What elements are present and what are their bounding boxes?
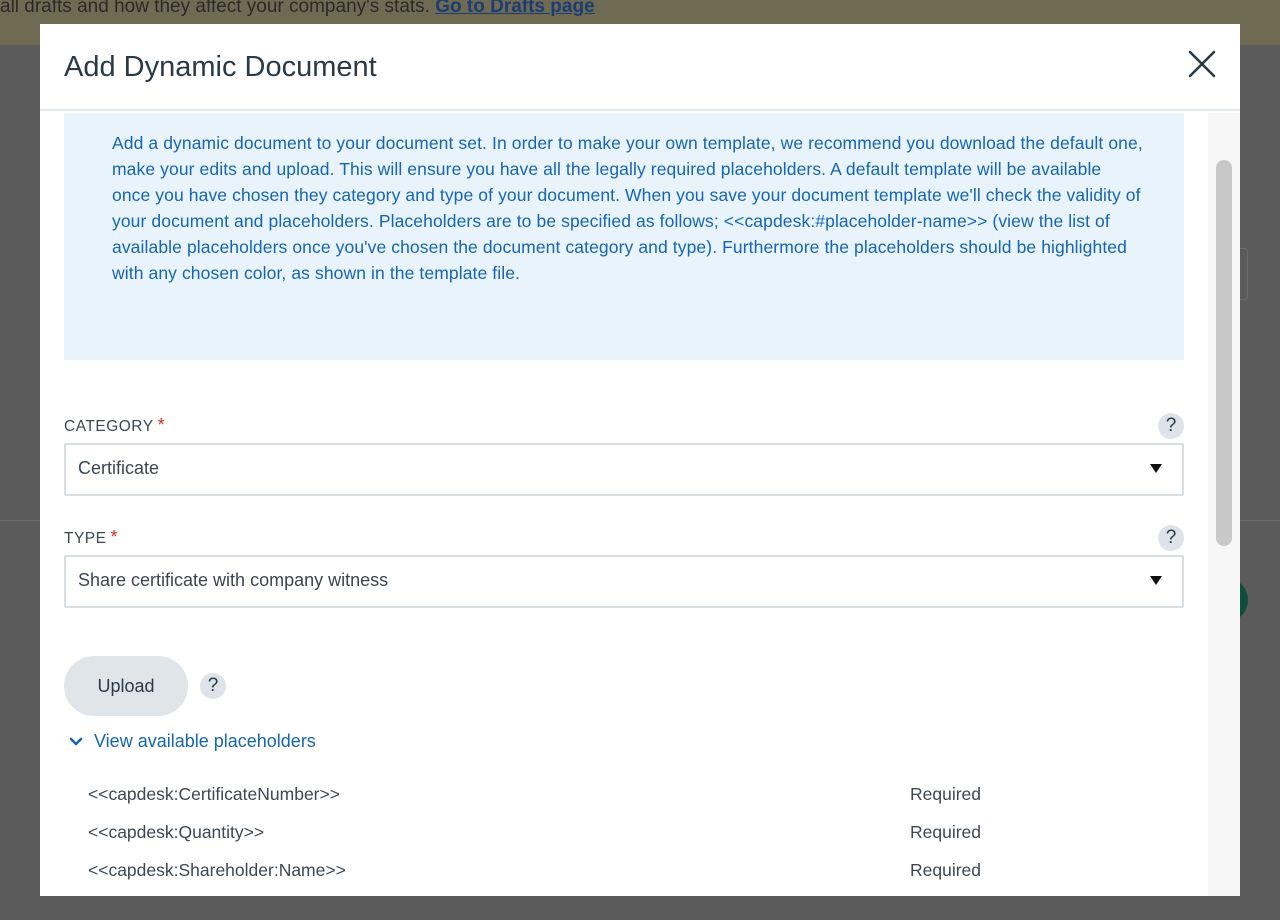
placeholder-row	[88, 822, 1168, 846]
modal-title: Add Dynamic Document	[64, 51, 377, 83]
placeholder-name: <<capdesk:Quantity>>	[88, 822, 265, 842]
required-asterisk: *	[157, 415, 166, 435]
category-select-value: Certificate	[78, 458, 160, 478]
add-dynamic-document-modal	[40, 24, 1240, 896]
drafts-banner-text: all drafts and how they affect your company's stats.	[0, 0, 430, 17]
type-help-icon[interactable]: ?	[1158, 525, 1184, 551]
type-label-text: TYPE	[64, 530, 107, 547]
drafts-page-link[interactable]: Go to Drafts page	[435, 0, 595, 17]
type-select[interactable]	[64, 555, 1184, 608]
dropdown-caret-icon	[1150, 576, 1162, 585]
drafts-banner-text-wrap	[0, 0, 595, 18]
placeholder-row	[88, 784, 1168, 808]
placeholder-row	[88, 860, 1168, 884]
category-help-icon[interactable]: ?	[1158, 413, 1184, 439]
view-placeholders-label: View available placeholders	[94, 731, 316, 751]
placeholder-status: Required	[910, 822, 982, 842]
placeholder-status: Required	[910, 860, 982, 880]
info-message: Add a dynamic document to your document set. In order to make your own template, we recommend you download the default one, make your edits and upload. This will ensure you have all the legally required placeholders. A default template will be available once you have chosen they category and type of your document. When you save your document template we'll check the validity of your document and placeholders. Placeholders are to be specified as follows; <<capdesk:#placeholder-name>> (view the list of available placeholders once you've chosen the document category and type). Furthermore the placeholders should be highlighted with any chosen color, as shown in the template file.	[64, 113, 1184, 360]
required-asterisk: *	[110, 527, 118, 547]
modal-body	[40, 113, 1208, 896]
placeholder-name: <<capdesk:CertificateNumber>>	[88, 784, 340, 804]
placeholder-name: <<capdesk:Shareholder:Name>>	[88, 860, 346, 880]
modal-header	[40, 24, 1240, 111]
close-button[interactable]	[1182, 44, 1222, 84]
type-label	[64, 527, 118, 548]
placeholder-status: Required	[910, 784, 982, 804]
category-label	[64, 415, 165, 436]
category-label-text: CATEGORY	[64, 418, 154, 435]
dropdown-caret-icon	[1150, 464, 1162, 473]
upload-button[interactable]: Upload	[64, 656, 188, 716]
modal-scrollbar-thumb[interactable]	[1216, 160, 1232, 546]
upload-help-icon[interactable]: ?	[200, 673, 226, 699]
chevron-down-icon	[68, 734, 84, 750]
type-select-value: Share certificate with company witness	[78, 570, 389, 590]
category-select[interactable]	[64, 443, 1184, 496]
close-icon	[1182, 44, 1222, 84]
